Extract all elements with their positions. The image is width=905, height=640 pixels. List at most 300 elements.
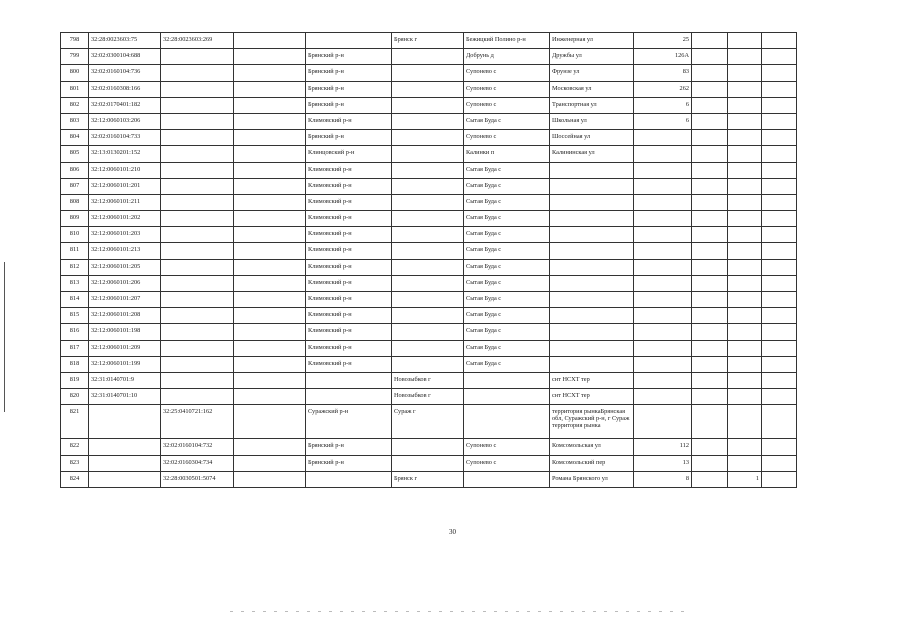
- cell-row-number: 808: [61, 194, 89, 210]
- cell-house-number: [634, 275, 692, 291]
- table-row: [61, 324, 797, 340]
- cell-row-number: 812: [61, 259, 89, 275]
- cell-extra-col-3: [762, 389, 797, 405]
- cell-cadastral-number: 32:12:0060101:203: [89, 227, 161, 243]
- cell-city: [392, 324, 464, 340]
- cell-extra-col-3: [762, 33, 797, 49]
- cell-settlement: Супонево с: [464, 81, 550, 97]
- cell-street: [550, 162, 634, 178]
- table-row: [61, 292, 797, 308]
- table-row: [61, 340, 797, 356]
- cell-row-number: 807: [61, 178, 89, 194]
- cell-extra-col-1: [692, 471, 728, 487]
- cell-district: Суражский р-н: [306, 405, 392, 439]
- cell-cadastral-number: 32:13:0130201:152: [89, 146, 161, 162]
- cell-row-number: 821: [61, 405, 89, 439]
- cell-street: Комсомольская ул: [550, 439, 634, 455]
- cell-cadastral-number: [89, 405, 161, 439]
- cell-settlement: Сытая Буда с: [464, 356, 550, 372]
- cell-district: [306, 33, 392, 49]
- cell-extra-col-1: [692, 275, 728, 291]
- cell-blank-col: [234, 275, 306, 291]
- cell-street: [550, 324, 634, 340]
- cell-city: [392, 292, 464, 308]
- cell-settlement: Сытая Буда с: [464, 178, 550, 194]
- cell-district: Брянский р-н: [306, 455, 392, 471]
- cell-settlement: Супонево с: [464, 65, 550, 81]
- cell-cadastral-number: 32:12:0060101:199: [89, 356, 161, 372]
- table-row: [61, 372, 797, 388]
- cell-street: [550, 308, 634, 324]
- cell-district: Климовский р-н: [306, 308, 392, 324]
- cell-extra-col-2: [728, 275, 762, 291]
- table-row: [61, 405, 797, 439]
- cell-settlement: Сытая Буда с: [464, 275, 550, 291]
- cell-row-number: 809: [61, 211, 89, 227]
- cell-street: [550, 356, 634, 372]
- cell-street: [550, 243, 634, 259]
- scan-noise-line: [230, 611, 690, 612]
- cell-district: Клинцовский р-н: [306, 146, 392, 162]
- cell-blank-col: [234, 49, 306, 65]
- cell-blank-col: [234, 81, 306, 97]
- table-row: [61, 243, 797, 259]
- cell-cadastral-number: 32:12:0060101:209: [89, 340, 161, 356]
- cell-cadastral-number-2: [161, 356, 234, 372]
- table-row: [61, 49, 797, 65]
- cell-blank-col: [234, 130, 306, 146]
- cell-extra-col-2: [728, 389, 762, 405]
- cell-row-number: 823: [61, 455, 89, 471]
- cell-extra-col-1: [692, 130, 728, 146]
- cell-extra-col-1: [692, 455, 728, 471]
- cell-extra-col-2: [728, 178, 762, 194]
- cell-street: снт НСХТ тер: [550, 372, 634, 388]
- cell-district: Климовский р-н: [306, 211, 392, 227]
- cell-cadastral-number: 32:31:0140701:9: [89, 372, 161, 388]
- cell-settlement: [464, 372, 550, 388]
- cell-settlement: [464, 405, 550, 439]
- cell-extra-col-1: [692, 340, 728, 356]
- cell-cadastral-number-2: [161, 97, 234, 113]
- cell-blank-col: [234, 372, 306, 388]
- cell-district: Климовский р-н: [306, 227, 392, 243]
- cell-settlement: Сытая Буда с: [464, 259, 550, 275]
- cell-extra-col-2: [728, 405, 762, 439]
- cell-settlement: Сытая Буда с: [464, 324, 550, 340]
- cell-cadastral-number: 32:02:0170401:182: [89, 97, 161, 113]
- cell-extra-col-2: [728, 356, 762, 372]
- cell-extra-col-3: [762, 146, 797, 162]
- cell-house-number: 83: [634, 65, 692, 81]
- cell-settlement: Сытая Буда с: [464, 194, 550, 210]
- cell-city: [392, 65, 464, 81]
- cell-blank-col: [234, 113, 306, 129]
- cell-city: [392, 439, 464, 455]
- cell-house-number: 112: [634, 439, 692, 455]
- cell-cadastral-number-2: [161, 130, 234, 146]
- cell-house-number: [634, 146, 692, 162]
- cell-district: Брянский р-н: [306, 130, 392, 146]
- cell-cadastral-number-2: 32:02:0160104:732: [161, 439, 234, 455]
- cell-settlement: Супонево с: [464, 97, 550, 113]
- cell-row-number: 813: [61, 275, 89, 291]
- cell-extra-col-3: [762, 340, 797, 356]
- cell-cadastral-number: 32:12:0060101:210: [89, 162, 161, 178]
- cell-extra-col-1: [692, 33, 728, 49]
- cell-extra-col-3: [762, 97, 797, 113]
- cell-house-number: [634, 340, 692, 356]
- cell-extra-col-1: [692, 324, 728, 340]
- cell-row-number: 815: [61, 308, 89, 324]
- cell-house-number: [634, 243, 692, 259]
- cell-extra-col-3: [762, 178, 797, 194]
- cell-row-number: 816: [61, 324, 89, 340]
- cell-cadastral-number: 32:12:0060101:213: [89, 243, 161, 259]
- cell-cadastral-number-2: [161, 81, 234, 97]
- cell-cadastral-number-2: [161, 292, 234, 308]
- cell-extra-col-2: [728, 162, 762, 178]
- cell-extra-col-3: [762, 455, 797, 471]
- table-row: [61, 194, 797, 210]
- cell-extra-col-3: [762, 243, 797, 259]
- cell-extra-col-3: [762, 292, 797, 308]
- cell-street: Романа Брянского ул: [550, 471, 634, 487]
- cell-house-number: 13: [634, 455, 692, 471]
- cell-cadastral-number-2: [161, 275, 234, 291]
- cell-extra-col-3: [762, 227, 797, 243]
- cell-blank-col: [234, 259, 306, 275]
- cell-house-number: 6: [634, 97, 692, 113]
- page-number: 30: [449, 528, 456, 536]
- cell-blank-col: [234, 439, 306, 455]
- cell-extra-col-3: [762, 81, 797, 97]
- cell-street: Калининская ул: [550, 146, 634, 162]
- cell-row-number: 802: [61, 97, 89, 113]
- cell-house-number: 25: [634, 33, 692, 49]
- cell-row-number: 810: [61, 227, 89, 243]
- cell-house-number: [634, 324, 692, 340]
- cell-blank-col: [234, 243, 306, 259]
- cell-extra-col-1: [692, 389, 728, 405]
- cell-district: Брянский р-н: [306, 49, 392, 65]
- cell-city: [392, 227, 464, 243]
- cell-street: Московская ул: [550, 81, 634, 97]
- cell-settlement: Супонево с: [464, 130, 550, 146]
- cell-row-number: 798: [61, 33, 89, 49]
- cell-street: снт НСХТ тер: [550, 389, 634, 405]
- cell-house-number: [634, 356, 692, 372]
- cell-street: [550, 178, 634, 194]
- cell-cadastral-number-2: [161, 259, 234, 275]
- cell-extra-col-3: [762, 356, 797, 372]
- cell-settlement: Калинки п: [464, 146, 550, 162]
- cell-extra-col-3: [762, 49, 797, 65]
- cell-cadastral-number: 32:02:0160104:733: [89, 130, 161, 146]
- cell-extra-col-1: [692, 194, 728, 210]
- cell-extra-col-1: [692, 259, 728, 275]
- cell-cadastral-number: 32:12:0060101:211: [89, 194, 161, 210]
- cell-street: [550, 259, 634, 275]
- cell-cadastral-number-2: [161, 146, 234, 162]
- cell-extra-col-3: [762, 162, 797, 178]
- cell-house-number: [634, 130, 692, 146]
- cell-cadastral-number-2: [161, 340, 234, 356]
- cell-blank-col: [234, 33, 306, 49]
- table-row: [61, 146, 797, 162]
- cell-blank-col: [234, 65, 306, 81]
- cell-blank-col: [234, 194, 306, 210]
- cell-row-number: 801: [61, 81, 89, 97]
- table-row: [61, 211, 797, 227]
- cell-row-number: 820: [61, 389, 89, 405]
- cell-house-number: 262: [634, 81, 692, 97]
- table-row: [61, 439, 797, 455]
- cell-cadastral-number-2: [161, 324, 234, 340]
- cell-city: [392, 162, 464, 178]
- cell-cadastral-number: [89, 439, 161, 455]
- table-row: [61, 259, 797, 275]
- cell-district: Климовский р-н: [306, 259, 392, 275]
- cell-cadastral-number: [89, 471, 161, 487]
- cell-cadastral-number-2: [161, 243, 234, 259]
- cell-cadastral-number-2: 32:02:0160304:734: [161, 455, 234, 471]
- cell-extra-col-2: [728, 194, 762, 210]
- cell-cadastral-number: 32:12:0060103:206: [89, 113, 161, 129]
- cell-district: Климовский р-н: [306, 243, 392, 259]
- cell-settlement: Сытая Буда с: [464, 243, 550, 259]
- table-row: [61, 81, 797, 97]
- cell-city: [392, 259, 464, 275]
- cell-row-number: 822: [61, 439, 89, 455]
- cell-cadastral-number-2: 32:28:0023603:269: [161, 33, 234, 49]
- cell-cadastral-number-2: [161, 308, 234, 324]
- cell-extra-col-2: [728, 439, 762, 455]
- cell-row-number: 819: [61, 372, 89, 388]
- table-row: [61, 356, 797, 372]
- cell-district: Брянский р-н: [306, 97, 392, 113]
- cell-extra-col-1: [692, 146, 728, 162]
- table-row: [61, 130, 797, 146]
- cell-extra-col-2: [728, 113, 762, 129]
- cell-district: Брянский р-н: [306, 65, 392, 81]
- table-row: [61, 471, 797, 487]
- cell-row-number: 806: [61, 162, 89, 178]
- cell-cadastral-number-2: [161, 227, 234, 243]
- table-row: [61, 97, 797, 113]
- cell-city: Новозыбков г: [392, 389, 464, 405]
- cell-house-number: [634, 162, 692, 178]
- cell-house-number: [634, 211, 692, 227]
- cell-district: [306, 389, 392, 405]
- cell-extra-col-1: [692, 308, 728, 324]
- cell-cadastral-number: 32:12:0060101:206: [89, 275, 161, 291]
- cell-blank-col: [234, 227, 306, 243]
- cell-row-number: 805: [61, 146, 89, 162]
- cell-extra-col-2: [728, 211, 762, 227]
- cell-blank-col: [234, 308, 306, 324]
- cell-extra-col-3: [762, 324, 797, 340]
- cell-row-number: 803: [61, 113, 89, 129]
- cell-blank-col: [234, 471, 306, 487]
- cell-city: Сураж г: [392, 405, 464, 439]
- cell-cadastral-number: 32:12:0060101:198: [89, 324, 161, 340]
- cell-city: [392, 308, 464, 324]
- cell-extra-col-3: [762, 259, 797, 275]
- cell-street: [550, 211, 634, 227]
- table-row: [61, 308, 797, 324]
- cell-extra-col-1: [692, 227, 728, 243]
- cell-cadastral-number-2: [161, 194, 234, 210]
- cell-district: [306, 372, 392, 388]
- cell-extra-col-2: [728, 49, 762, 65]
- cell-house-number: [634, 308, 692, 324]
- cell-extra-col-1: [692, 113, 728, 129]
- cell-district: Климовский р-н: [306, 340, 392, 356]
- cell-city: Новозыбков г: [392, 372, 464, 388]
- cell-city: [392, 356, 464, 372]
- cell-extra-col-1: [692, 243, 728, 259]
- cell-row-number: 800: [61, 65, 89, 81]
- cell-cadastral-number-2: [161, 162, 234, 178]
- cell-cadastral-number-2: 32:28:0030501:5074: [161, 471, 234, 487]
- cell-street: [550, 227, 634, 243]
- cell-row-number: 824: [61, 471, 89, 487]
- cell-extra-col-1: [692, 439, 728, 455]
- cell-house-number: [634, 227, 692, 243]
- cell-row-number: 818: [61, 356, 89, 372]
- cell-extra-col-1: [692, 211, 728, 227]
- cell-street: Комсомольский пер: [550, 455, 634, 471]
- cell-extra-col-2: [728, 146, 762, 162]
- cell-row-number: 804: [61, 130, 89, 146]
- cell-city: [392, 194, 464, 210]
- cell-city: Брянск г: [392, 33, 464, 49]
- cell-street: Транспортная ул: [550, 97, 634, 113]
- cell-district: Климовский р-н: [306, 113, 392, 129]
- cell-settlement: Сытая Буда с: [464, 227, 550, 243]
- cell-blank-col: [234, 146, 306, 162]
- table-row: [61, 389, 797, 405]
- cell-extra-col-2: [728, 97, 762, 113]
- cell-extra-col-1: [692, 292, 728, 308]
- cell-house-number: 8: [634, 471, 692, 487]
- cell-extra-col-1: [692, 81, 728, 97]
- cell-house-number: [634, 259, 692, 275]
- cell-settlement: Сытая Буда с: [464, 292, 550, 308]
- cell-cadastral-number-2: [161, 178, 234, 194]
- cell-district: Климовский р-н: [306, 162, 392, 178]
- cell-extra-col-3: [762, 372, 797, 388]
- scan-edge-mark: [4, 262, 5, 412]
- cell-cadastral-number: 32:31:0140701:10: [89, 389, 161, 405]
- cell-house-number: [634, 194, 692, 210]
- cell-blank-col: [234, 162, 306, 178]
- cell-street: [550, 340, 634, 356]
- cell-house-number: [634, 292, 692, 308]
- cell-district: Климовский р-н: [306, 356, 392, 372]
- cell-house-number: [634, 372, 692, 388]
- cell-blank-col: [234, 389, 306, 405]
- cell-district: Климовский р-н: [306, 194, 392, 210]
- cell-blank-col: [234, 340, 306, 356]
- cell-street: Фрунзе ул: [550, 65, 634, 81]
- table-row: [61, 227, 797, 243]
- cell-district: [306, 471, 392, 487]
- cell-street: [550, 194, 634, 210]
- cell-city: [392, 97, 464, 113]
- cell-extra-col-1: [692, 356, 728, 372]
- cell-house-number: [634, 405, 692, 439]
- cell-city: [392, 275, 464, 291]
- cell-cadastral-number: 32:12:0060101:201: [89, 178, 161, 194]
- table-row: [61, 33, 797, 49]
- cell-extra-col-2: [728, 324, 762, 340]
- cell-row-number: 814: [61, 292, 89, 308]
- table-row: [61, 275, 797, 291]
- cell-district: Брянский р-н: [306, 81, 392, 97]
- cell-city: [392, 113, 464, 129]
- cell-house-number: [634, 178, 692, 194]
- cell-street: территория рынкаБрянская обл, Суражский р-н, г Сураж территория рынка: [550, 405, 634, 439]
- cell-extra-col-3: [762, 113, 797, 129]
- cell-blank-col: [234, 356, 306, 372]
- cell-city: [392, 146, 464, 162]
- cell-cadastral-number-2: [161, 49, 234, 65]
- cell-extra-col-2: [728, 227, 762, 243]
- cell-cadastral-number: 32:12:0060101:207: [89, 292, 161, 308]
- cell-city: Брянск г: [392, 471, 464, 487]
- cell-settlement: Сытая Буда с: [464, 113, 550, 129]
- cell-extra-col-3: [762, 471, 797, 487]
- cell-cadastral-number-2: [161, 389, 234, 405]
- cell-extra-col-2: [728, 340, 762, 356]
- cell-extra-col-3: [762, 211, 797, 227]
- cell-cadastral-number-2: [161, 65, 234, 81]
- cell-district: Климовский р-н: [306, 178, 392, 194]
- cell-settlement: Сытая Буда с: [464, 162, 550, 178]
- cell-street: Школьная ул: [550, 113, 634, 129]
- cell-house-number: 126А: [634, 49, 692, 65]
- cell-city: [392, 211, 464, 227]
- cell-row-number: 799: [61, 49, 89, 65]
- cell-extra-col-2: [728, 259, 762, 275]
- cell-street: Инженерная ул: [550, 33, 634, 49]
- cell-city: [392, 455, 464, 471]
- cell-settlement: Сытая Буда с: [464, 308, 550, 324]
- cell-extra-col-3: [762, 194, 797, 210]
- cell-extra-col-3: [762, 130, 797, 146]
- cell-street: [550, 292, 634, 308]
- table-row: [61, 113, 797, 129]
- cell-extra-col-3: [762, 439, 797, 455]
- cell-district: Климовский р-н: [306, 275, 392, 291]
- cell-city: [392, 178, 464, 194]
- cell-city: [392, 49, 464, 65]
- cell-blank-col: [234, 455, 306, 471]
- cell-extra-col-2: [728, 455, 762, 471]
- cell-cadastral-number: 32:12:0060101:205: [89, 259, 161, 275]
- cell-cadastral-number: 32:02:0160308:166: [89, 81, 161, 97]
- cell-cadastral-number: [89, 455, 161, 471]
- cell-district: Брянский р-н: [306, 439, 392, 455]
- cell-settlement: Супонево с: [464, 455, 550, 471]
- cell-cadastral-number: 32:12:0060101:202: [89, 211, 161, 227]
- table-row: [61, 455, 797, 471]
- cell-settlement: Супонево с: [464, 439, 550, 455]
- cell-blank-col: [234, 324, 306, 340]
- cell-extra-col-3: [762, 405, 797, 439]
